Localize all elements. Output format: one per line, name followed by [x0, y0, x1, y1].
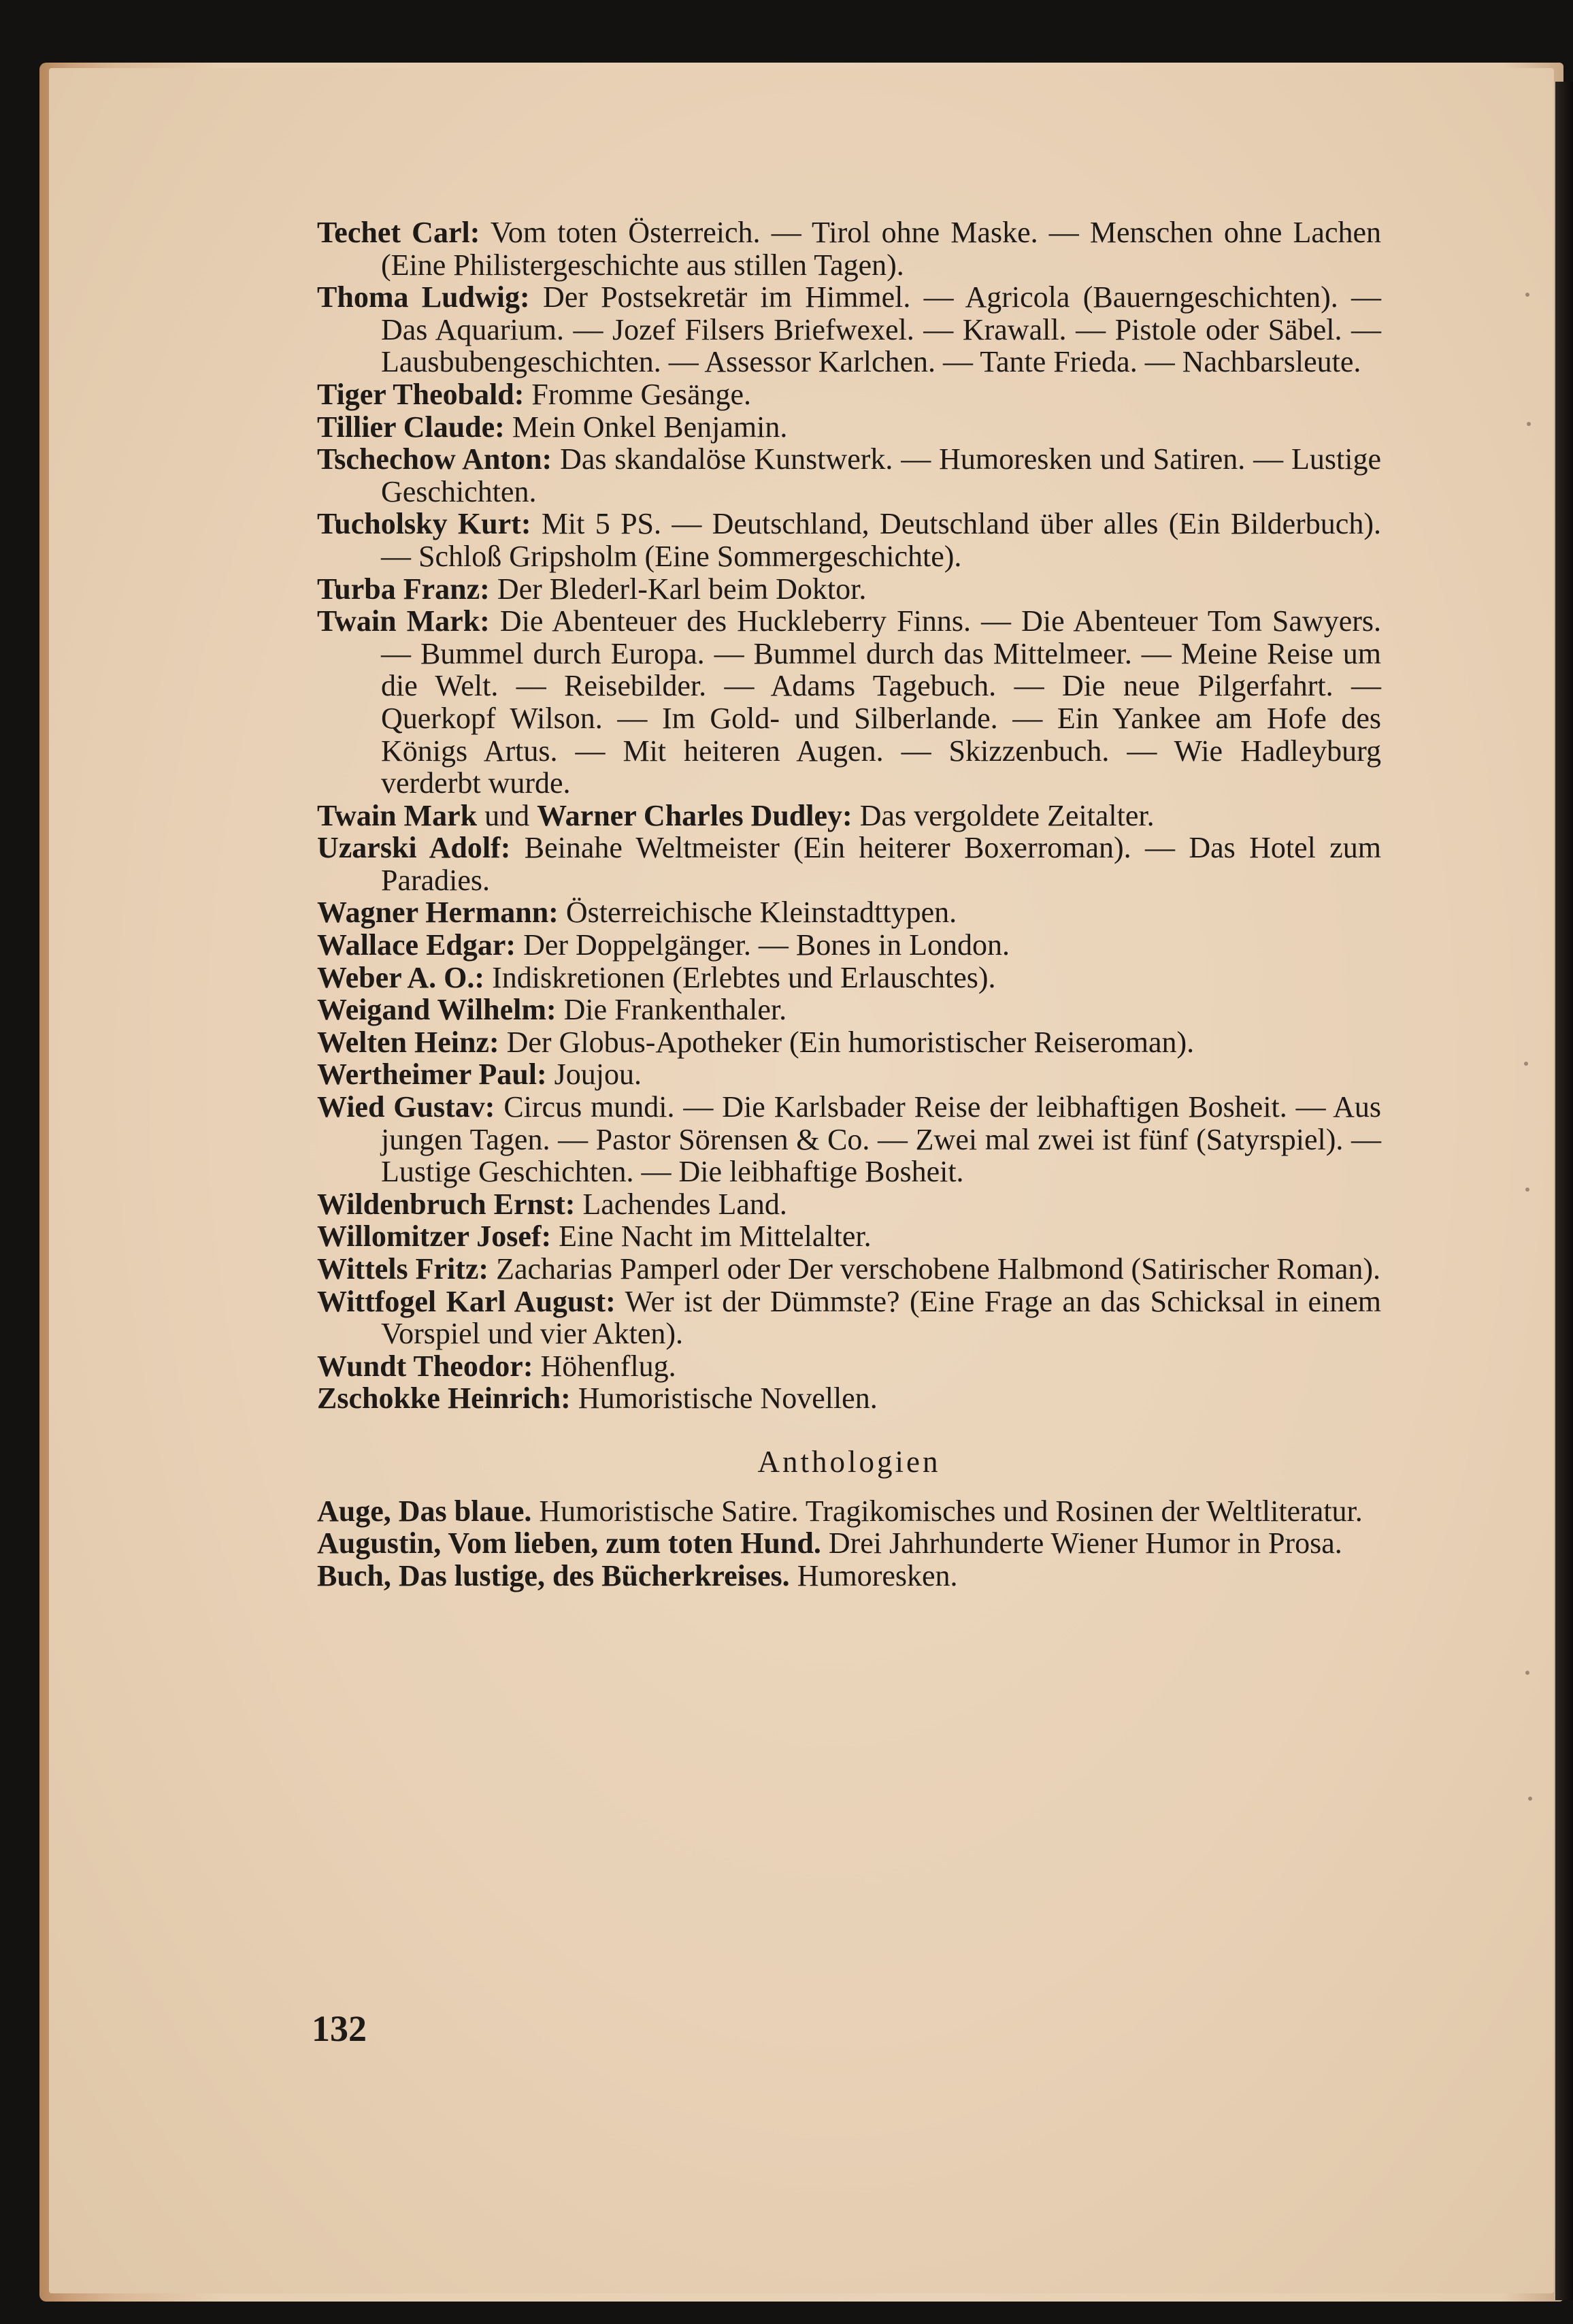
author-name: Wagner Hermann: [317, 896, 559, 930]
works-list: Beinahe Weltmeister (Ein heiterer Boxerroman). — Das Hotel zum Paradies. [381, 831, 1382, 897]
author-entry [317, 1253, 1381, 1286]
author-entry [317, 1188, 1381, 1221]
author-connector: und [477, 798, 537, 832]
author-name: Uzarski Adolf: [317, 831, 511, 865]
section-heading-anthologien: Anthologien [757, 1444, 941, 1479]
author-name: Wallace Edgar: [317, 928, 516, 962]
works-list: Österreichische Kleinstadttypen. [565, 896, 957, 930]
author-entry [317, 929, 1381, 962]
author-entry [317, 1091, 1381, 1188]
author-entry [317, 1350, 1381, 1383]
works-list: Humoristische Novellen. [578, 1381, 878, 1415]
works-list: Drei Jahrhunderte Wiener Humor in Prosa. [828, 1526, 1342, 1560]
book-text [317, 216, 1381, 1592]
author-entry [317, 1026, 1381, 1059]
author-name: Turba Franz: [317, 572, 490, 606]
author-name: Wertheimer Paul: [317, 1058, 547, 1092]
works-list: Humoristische Satire. Tragikomisches und Rosinen der Weltliteratur. [539, 1494, 1363, 1528]
author-name: Willomitzer Josef: [317, 1220, 552, 1254]
author-name: Thoma Ludwig: [317, 280, 530, 314]
author-name: Weber A. O.: [317, 960, 485, 994]
anthology-title: Buch, Das lustige, des Bücherkreises. [317, 1558, 790, 1592]
anthology-entry [317, 1560, 1381, 1592]
anthology-title: Auge, Das blaue. [317, 1494, 532, 1528]
works-list: Höhenflug. [540, 1349, 676, 1383]
author-name: Tillier Claude: [317, 410, 505, 444]
author-entry [317, 605, 1381, 800]
author-name: Tucholsky Kurt: [317, 507, 531, 541]
author-name: Twain Mark [317, 798, 478, 832]
author-entry [317, 800, 1381, 832]
paper-speck [1525, 1188, 1529, 1192]
paper-speck [1525, 1671, 1529, 1675]
author-name: Twain Mark: [317, 604, 490, 638]
works-list: Circus mundi. — Die Karlsbader Reise der leibhaftigen Bosheit. — Aus jungen Tagen. — Pastor Sörensen & Co. — Zwei mal zwei ist fünf (Satyrspiel). — Lustige Geschichten. — Die leibhaftige Bosheit. [381, 1090, 1381, 1189]
works-list: Der Globus-Apotheker (Ein humoristischer Reiseroman). [506, 1025, 1195, 1059]
works-list: Das vergoldete Zeitalter. [859, 798, 1155, 832]
works-list: Zacharias Pamperl oder Der verschobene Halbmond (Satirischer Roman). [496, 1252, 1381, 1286]
author-name: Techet Carl: [317, 216, 480, 249]
works-list: Eine Nacht im Mittelalter. [559, 1220, 872, 1254]
author-name: Weigand Wilhelm: [317, 993, 557, 1027]
works-list: Indiskretionen (Erlebtes und Erlauschtes). [492, 960, 996, 994]
author-name: Zschokke Heinrich: [317, 1381, 571, 1415]
author-entry [317, 443, 1381, 508]
author-entry [317, 573, 1381, 606]
author-name: Warner Charles Dudley: [537, 798, 852, 832]
works-list: Mein Onkel Benjamin. [512, 410, 788, 444]
page-number: 132 [312, 2008, 367, 2049]
works-list: Joujou. [554, 1058, 642, 1092]
author-name: Tschechow Anton: [317, 442, 552, 476]
works-list: Humoresken. [797, 1558, 958, 1592]
author-entry [317, 281, 1381, 378]
anthology-entry [317, 1527, 1381, 1560]
author-name: Wittels Fritz: [317, 1252, 489, 1286]
author-entry [317, 832, 1381, 896]
author-entry [317, 1286, 1381, 1350]
author-name: Tiger Theobald: [317, 377, 525, 411]
paper-speck [1528, 1797, 1532, 1801]
author-entry [317, 1220, 1381, 1253]
anthology-title: Augustin, Vom lieben, zum toten Hund. [317, 1526, 821, 1560]
anthology-entry [317, 1495, 1381, 1528]
works-list: Fromme Gesänge. [531, 377, 752, 411]
author-entry [317, 508, 1381, 572]
author-name: Wundt Theodor: [317, 1349, 533, 1383]
works-list: Wer ist der Dümmste? (Eine Frage an das Schicksal in einem Vorspiel und vier Akten). [381, 1284, 1381, 1351]
author-entries [317, 216, 1381, 1415]
works-list: Das skandalöse Kunstwerk. — Humoresken und Satiren. — Lustige Geschichten. [381, 442, 1382, 508]
author-name: Wildenbruch Ernst: [317, 1187, 576, 1221]
author-entry [317, 994, 1381, 1026]
works-list: Lachendes Land. [582, 1187, 787, 1221]
author-entry [317, 378, 1381, 411]
works-list: Die Abenteuer des Huckleberry Finns. — Die Abenteuer Tom Sawyers. — Bummel durch Europa. — Bummel durch das Mittelmeer. — Meine Reise um die Welt. — Reisebilder. — Adams Tagebuch. — Die neue Pilgerfahrt. — Querkopf Wilson. — Im Gold- und Silberlande. — Ein Yankee am Hofe des Königs Artus. — Mit heiteren Augen. — Skizzenbuch. — Wie Hadleyburg verderbt wurde. [381, 604, 1382, 800]
author-entry [317, 1382, 1381, 1415]
author-entry [317, 1058, 1381, 1091]
paper-speck [1525, 293, 1529, 297]
facing-page-edge [1555, 82, 1573, 2300]
paper-speck [1527, 422, 1531, 426]
author-entry [317, 896, 1381, 929]
paper-speck [1524, 1062, 1528, 1066]
author-entry [317, 962, 1381, 994]
author-entry [317, 216, 1381, 281]
works-list: Die Frankenthaler. [563, 993, 787, 1027]
author-entry [317, 411, 1381, 444]
works-list: Der Doppelgänger. — Bones in London. [523, 928, 1010, 962]
author-name: Welten Heinz: [317, 1025, 499, 1059]
author-name: Wied Gustav: [317, 1090, 495, 1124]
works-list: Vom toten Österreich. — Tirol ohne Maske. — Menschen ohne Lachen (Eine Philistergeschichte aus stillen Tagen). [381, 216, 1381, 282]
works-list: Mit 5 PS. — Deutschland, Deutschland über alles (Ein Bilderbuch). — Schloß Gripsholm (Eine Sommergeschichte). [381, 507, 1381, 573]
works-list: Der Blederl-Karl beim Doktor. [497, 572, 867, 606]
anthology-entries [317, 1495, 1381, 1592]
works-list: Der Postsekretär im Himmel. — Agricola (Bauerngeschichten). — Das Aquarium. — Jozef Filsers Briefwexel. — Krawall. — Pistole oder Säbel. — Lausbubengeschichten. — Assessor Karlchen. — Tante Frieda. — Nachbarsleute. [381, 280, 1382, 379]
author-name: Wittfogel Karl August: [317, 1284, 616, 1318]
